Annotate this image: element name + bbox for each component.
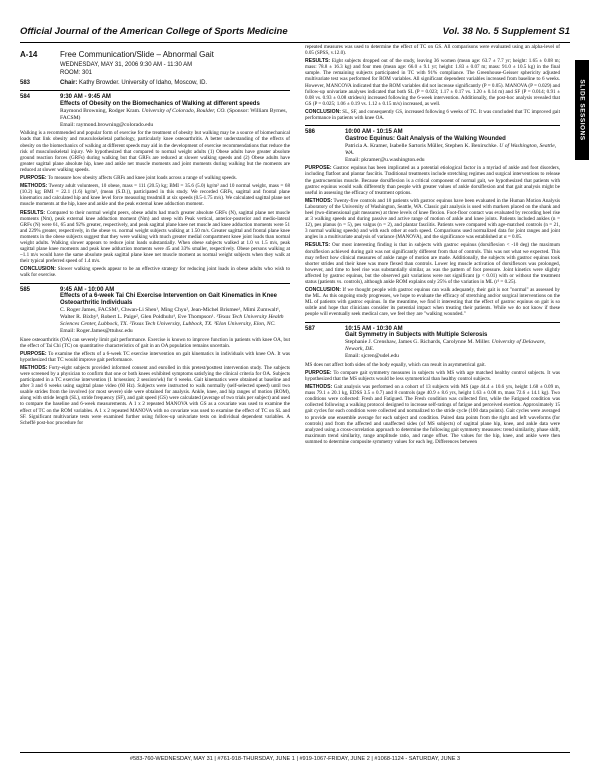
purpose-text: To measure how obesity affects GRFs and knee joint loads across a range of walking speeds. (47, 175, 237, 182)
conclusion-label: CONCLUSION: (20, 266, 56, 273)
abstract-585 (20, 283, 290, 426)
abstract-title: Gastroc Equinus: Gait Analysis of the Walking Wounded (345, 135, 506, 142)
abstract-affiliation: ¹Texas Tech University Health Sciences Center, Lubbock, TX. ²Texas Tech University, Lubbock, TX. ³Elon University, Elon, NC. (60, 314, 284, 327)
conclusion-text: Slower walking speeds appear to be an effective strategy for reducing joint loads in obese adults who wish to walk for exercise. (20, 266, 290, 279)
methods-label: METHODS: (20, 364, 48, 371)
methods-text: Forty-eight subjects provided informed consent and enrolled in this pretest/posttest intervention study. The subjects were screened by a physician to confirm that one or both knees exhibited symptoms satisfying the clinical criteria for OA. Subjects participated in a TC exercise intervention (1 hr/session; 2 session/wk) for 6 weeks. Gait kinematics were obtained at baseline and after 3 and 6 weeks using sagittal plane video (60 Hz). Subjects were instructed to walk normally (self-selected speed) until two usable strides from the involved (or most severe) side were obtained for analysis. Ankle, knee, and hip ranges of motion (ROM), along with stride length (SL), stride frequency (SF), and gait speed (GS) were calculated (average of two trials per subject) and used to compare the baseline and 6-week measurements. A 1 x 2 repeated MANOVA with GS as a covariate was used to examine the effect of TC on the ROM variables. A 1 x 2 repeated MANOVA with no covariate was used to examine the effect of TC on SL and SF. Significant multivariate tests were examined further using follow-up univariate tests on individual dependent variables. A Scheffé post-hoc procedure for (20, 364, 290, 426)
results-label: RESULTS: (305, 242, 331, 249)
abstract-number: 584 (20, 94, 31, 101)
abstract-affiliation: University of Delaware, Newark, DE. (345, 339, 546, 353)
abstract-number: 587 (305, 325, 316, 332)
results-text: Compared to their normal weight peers, obese adults had much greater absolute GRFs (N), sagittal plane net muscle moments (Nm), peak external knee adduction moment (Nm) and steep with Peak vertical, anterior-posterior and medio-lateral GRFs (N) were 61, 65 and 92% greater, respectively, and peak sagittal plane knee net muscle and knee adduction moments were 51 and 229% greater, respectively, in the obese vs. normal weight subjects walking at 1.50 m/s. Greater sagittal and frontal plane knee moments in the obese subjects suggest that they were walking with much greater medial compartment knee joint loads than normal weight adults. Walking slower appears to reduce joint loads substantially. When obese subjects walked at 1.0 vs 1.5 m/s, peak sagittal plane knee moments and peak knee adduction moments were 45 and 33% smaller, respectively. Obese persons walking at ~1.1 m/s would have the same absolute peak sagittal plane knee net muscle moment as normal weight subjects when they walk at their typical preferred speed of 1.4 m/s. (20, 209, 291, 265)
results-text: Eight subjects dropped out of the study, leaving 36 women (mean age: 63.7 ± 7.7 yr; height: 1.65 ± 0.08 m; mass: 78.8 ± 16.3 kg) and four men (mean age: 66.0 ± 9.1 yr; height: 1.83 ± 0.07 m; mass: 91.0 ± 10.5 kg) in the final sample. The remaining subjects participated in TC with 91% compliance. The Greenhouse-Geisser sphericity adjusted multivariate test was performed for ROM variables. All significant dependent variables increased from baseline to 6 weeks. However, MANCOVA indicated that the ROM variables did not increase significantly (P = 0.05). MANOVA (P = 0.029) and follow-up univariate analyses indicated that both SL (P = 0.023; 1.17 ± 0.17 vs. 1.20 ± 0.14 m) and SF (P = 0.014; 0.91 ± 0.08 vs. 0.93 ± 0.08 strides/s) increased following the 6-week intervention. Additionally, the post-hoc analysis revealed that GS (P = 0.025; 1.06 ± 0.19 vs. 1.12 ± 0.15 m/s) increased, as well. (305, 58, 560, 107)
abstract-authors: C. Roger James, FACSM¹, Chwan-Li Shen¹, Ming Chyu², Jean-Michel Brismee¹, Mimi Zumwalt¹, Walter R. Bixby³, Robert L. Paige², Glen Poldhuhr¹, Eve Thompson¹. (60, 307, 281, 321)
abstract-587 (305, 322, 560, 445)
left-column (20, 52, 290, 426)
purpose-label: PURPOSE: (305, 165, 332, 172)
abstract-rule (305, 125, 560, 126)
abstract-email: Email: sjcren@udel.edu (345, 352, 399, 359)
session-title: Free Communication/Slide – Abnormal Gait (60, 50, 214, 59)
methods-label: METHODS: (20, 183, 48, 190)
purpose-label: PURPOSE: (305, 369, 332, 376)
abstract-email: Email: raymond.browning@colorado.edu (60, 121, 154, 128)
footer-rule (20, 752, 570, 753)
abstract-authors: Raymond Browning, Rodger Kram. (60, 107, 141, 114)
methods-text: Gait analysis was performed on a cohort of 13 subjects with MS (age 44.4 ± 10.6 yrs, height 1.68 ± 0.09 m, mass 79.1 ± 20.1 kg, EDSS 3.5 ± 0.7) and 8 controls (age 40.9 ± 8.6 yrs, height 1.63 ± 0.08 m, mass 72.6 ± 14.1 kg). Two conditions were collected: Fresh and Fatigued. The Fresh condition was collected first, while the Fatigued condition was collected following a walking protocol designed to increase self-ratings of fatigue and perceived exertion. Approximately 15 gait cycles for each condition were collected and normalized to the stride cycle (100 data points). Gait cycles were averaged to provide one ensemble average for each subject and condition. Paired data points from the right and left waveforms (for controls) and from the affected and unaffected sides (of MS subjects) of sagittal plane hip, knee, and ankle data were analyzed using a cross-correlation approach to determine the following gait symmetry measures: trend similarity, phase shift, maximum trend similarity, range amplitude ratio, and range offset. The values for the hip, knee, and ankle were then summed to determine composite symmetry values for each leg. Differences between (305, 384, 560, 445)
purpose-text: To examine the effects of a 6-week TC exercise intervention on gait kinematics in individuals with knee OA. It was hypothesized that TC would improve gait performance. (20, 350, 290, 363)
chair-row (20, 80, 290, 86)
chair-number: 583 (20, 80, 31, 87)
abstract-rule (20, 283, 290, 284)
abstract-time: 9:30 AM - 9:45 AM (60, 94, 111, 101)
abstract-584 (20, 90, 290, 278)
purpose-label: PURPOSE: (20, 350, 47, 357)
abstract-intro: MS does not affect both sides of the body equally, which can result in asymmetrical gait. (305, 361, 486, 368)
abstract-time: 10:00 AM - 10:15 AM (345, 129, 403, 136)
footer-index: #583-760-WEDNESDAY, MAY 31 | #761-918-THURSDAY, JUNE 1 | #919-1067-FRIDAY, JUNE 2 | #1068-1124 - SATURDAY, JUNE 3 (129, 756, 461, 762)
purpose-label: PURPOSE: (20, 175, 47, 182)
abstract-authors: Patricia A. Kramer, Isabelle Sartoris Müller, Stephen K. Benirschke. (345, 142, 498, 149)
abstract-affiliation: U of Washington, Seattle, WA. (345, 142, 557, 156)
abstract-number: 586 (305, 129, 316, 136)
section-tab (575, 60, 589, 160)
results-label: RESULTS: (305, 58, 331, 65)
abstract-intro: Knee osteoarthritis (OA) can severely limit gait performance. Exercise is known to improve function in patients with knee OA, but the effect of Tai Chi (TC) on quantitative characteristics of gait in an OA population remains uncertain. (20, 336, 290, 349)
methods-text: Twenty-five controls and 10 patients with gastroc equinus have been evaluated in the Human Motion Analysis Laboratory of the University of Washington, Seattle, WA. Classic gait analysis is used with markers placed on the shank and heel (two-dimensional gait measures) at three levels of knee flexion. Foot-floor contact was evaluated by recording heel rise at 3 walking speeds and during passive and active range of motion of ankle and knee joints. Patients included ankles (n = 12), pes planus (n = 5), pes valgus (n = 2), and plantar fasciitis. Patients were compared with age-matched controls (n = 21, 3 normal walking speeds) and with each other at each speed. Comparisons used normalized data for joint ranges and joint angles in a multivariate analysis of variance (MANOVA), and the significance was established at α = 0.05. (305, 197, 560, 241)
conclusion-label: CONCLUSION: (305, 108, 341, 115)
purpose-text: To compare gait symmetry measures in subjects with MS with age matched healthy control subjects. It was hypothesized that the MS subjects would be less symmetrical than healthy control subjects. (305, 369, 560, 382)
section-tab-label: SLIDE SESSIONS (578, 79, 586, 141)
abstract-rule (20, 90, 290, 91)
methods-text: Twenty adult volunteers, 10 obese, mass = 111 (20.5) kg; BMI = 35.6 (5.0) kg/m² and 10 normal weight, mass = 68 (10.2) kg; BMI = 22.1 (1.6) kg/m², (mean (S.D.)), participated in this study. We recorded GRFs, sagittal and frontal plane kinematics and calculated hip and knee level force measuring treadmill at six speeds (0.5-1.75 m/s). We calculated sagittal plane net muscle moments at the hip, knee and ankle and the peak external knee adduction moment. (20, 183, 290, 208)
abstract-title: Effects of a 6-week Tai Chi Exercise Intervention on Gait Kinematics in Knee Osteoarthritic Individuals (60, 293, 277, 307)
running-header (20, 26, 570, 40)
session-room: ROOM: 301 (60, 70, 93, 77)
methods-label: METHODS: (305, 384, 333, 391)
abstract-email: Email: Roger.James@ttuhsc.edu (60, 327, 133, 334)
abstract-title: Effects of Obesity on the Biomechanics of Walking at different speeds (60, 100, 260, 107)
results-label: RESULTS: (20, 209, 46, 216)
purpose-text: Gastroc equinus has been implicated as a potential etiological factor in a myriad of ankle and foot disorders, including flatfoot and plantar fasciitis. Traditional treatments include stretching regimes and surgical interventions to release the gastrocnemius muscle. Because dorsiflexion is a critical component of normal gait, we hypothesized that patients with gastroc equinus would walk differently than people with greater values of ankle dorsiflexion and that gait analysis might be useful in assessing the efficacy of treatment options. (305, 165, 561, 196)
abstract-intro: Walking is a recommended and popular form of exercise for the treatment of obesity but walking may be a source of biomechanical loads that link obesity and musculoskeletal pathology, particularly knee osteoarthritis. A better understanding of the effects of obesity on the biomechanics of walking at different speeds may aid in the development of exercise recommendations that reduce the risk of musculoskeletal injury. We hypothesized that compared to normal weight adults (1) Obese adults have greater absolute ground reaction forces (GRFs) during walking but that GRFs are reduced at slower walking speeds and (2) Obese adults have greater sagittal plane absolute hip, knee and ankle net muscle moments and joint moments during walking but the moments are reduced at slower walking speeds. (20, 130, 290, 173)
session-datetime: WEDNESDAY, MAY 31, 2006 9:30 AM - 11:30 AM (60, 62, 193, 69)
abstract-affiliation: University of Colorado, Boulder, CO. (141, 107, 226, 114)
abstract-email: Email: pkramer@u.washington.edu (345, 156, 425, 163)
conclusion-text: SL, SF, and consequently GS, increased following 6 weeks of TC. It was concluded that TC improved gait performance in patients with knee OA. (305, 108, 560, 122)
methods-label: METHODS: (305, 197, 333, 204)
conclusion-text: If we thought people with gastroc equinus can walk adequately, their gait is not "normal" as assessed by the ML. As this ongoing study progresses, we hope to evaluate the efficacy of stretching and/or surgical interventions on the ML of patients with gastroc equinus. In the meantime, we find it interesting that the effect of gastroc equinus on gait is so subtle and hope that clinicians consider its potential impact when treating their patients. While we do not know if these people will eventually seek medical care, we feel they are "walking wounded." (305, 287, 560, 318)
abstract-time: 10:15 AM - 10:30 AM (345, 325, 403, 332)
abstract-586 (305, 125, 560, 317)
abstract-time: 9:45 AM - 10:00 AM (60, 286, 115, 293)
chair-label: Chair: (60, 80, 78, 87)
right-column (305, 42, 560, 445)
chair-name: Kathy Browder. University of Idaho, Moscow, ID. (79, 80, 208, 87)
journal-name: Official Journal of the American College of Sports Medicine (20, 26, 288, 37)
session-code: A-14 (20, 50, 38, 59)
conclusion-label: CONCLUSION: (305, 287, 341, 294)
session-header (20, 52, 290, 58)
abstract-authors: Stephanie J. Crenshaw, James G. Richards, Carolynne M. Miller. (345, 339, 491, 346)
abstract-rule (305, 322, 560, 323)
abstract-title: Gait Symmetry in Subjects with Multiple Sclerosis (345, 332, 488, 339)
abstract-sponsor: (Sponsor: William Byrnes, FACSM) (60, 107, 288, 121)
continued-text: repeated measures was used to determine the effect of TC on GS. All comparisons were evaluated using an alpha-level of 0.05 (SPSS, v.12.0). (305, 44, 560, 57)
abstract-number: 585 (20, 286, 31, 293)
issue-info: Vol. 38 No. 5 Supplement S1 (442, 26, 570, 37)
results-text: Our most interesting finding is that in subjects with gastroc equinus (dorsiflexion < -10 deg) the maximum dorsiflexion achieved during gait was not significantly different from that of controls. This was not what we expected. This may reflect how clinical measures of ankle range of motion are made. Additionally, the subjects with gastroc equinus took shorter strides and their knee was more flexed than controls. Lower leg muscle activation of dorsiflexors was prolonged, however, and time to heel rise was substantially similar, as was the pattern of foot pressure. Joint kinetics were slightly affected by gastroc equinus, but the observed gait variations were not significant (p < 0.01) with or without the treatment status (patients vs. controls), although ankle ROM explains only 25% of the variation in ML (r² = 0.25). (305, 242, 560, 285)
